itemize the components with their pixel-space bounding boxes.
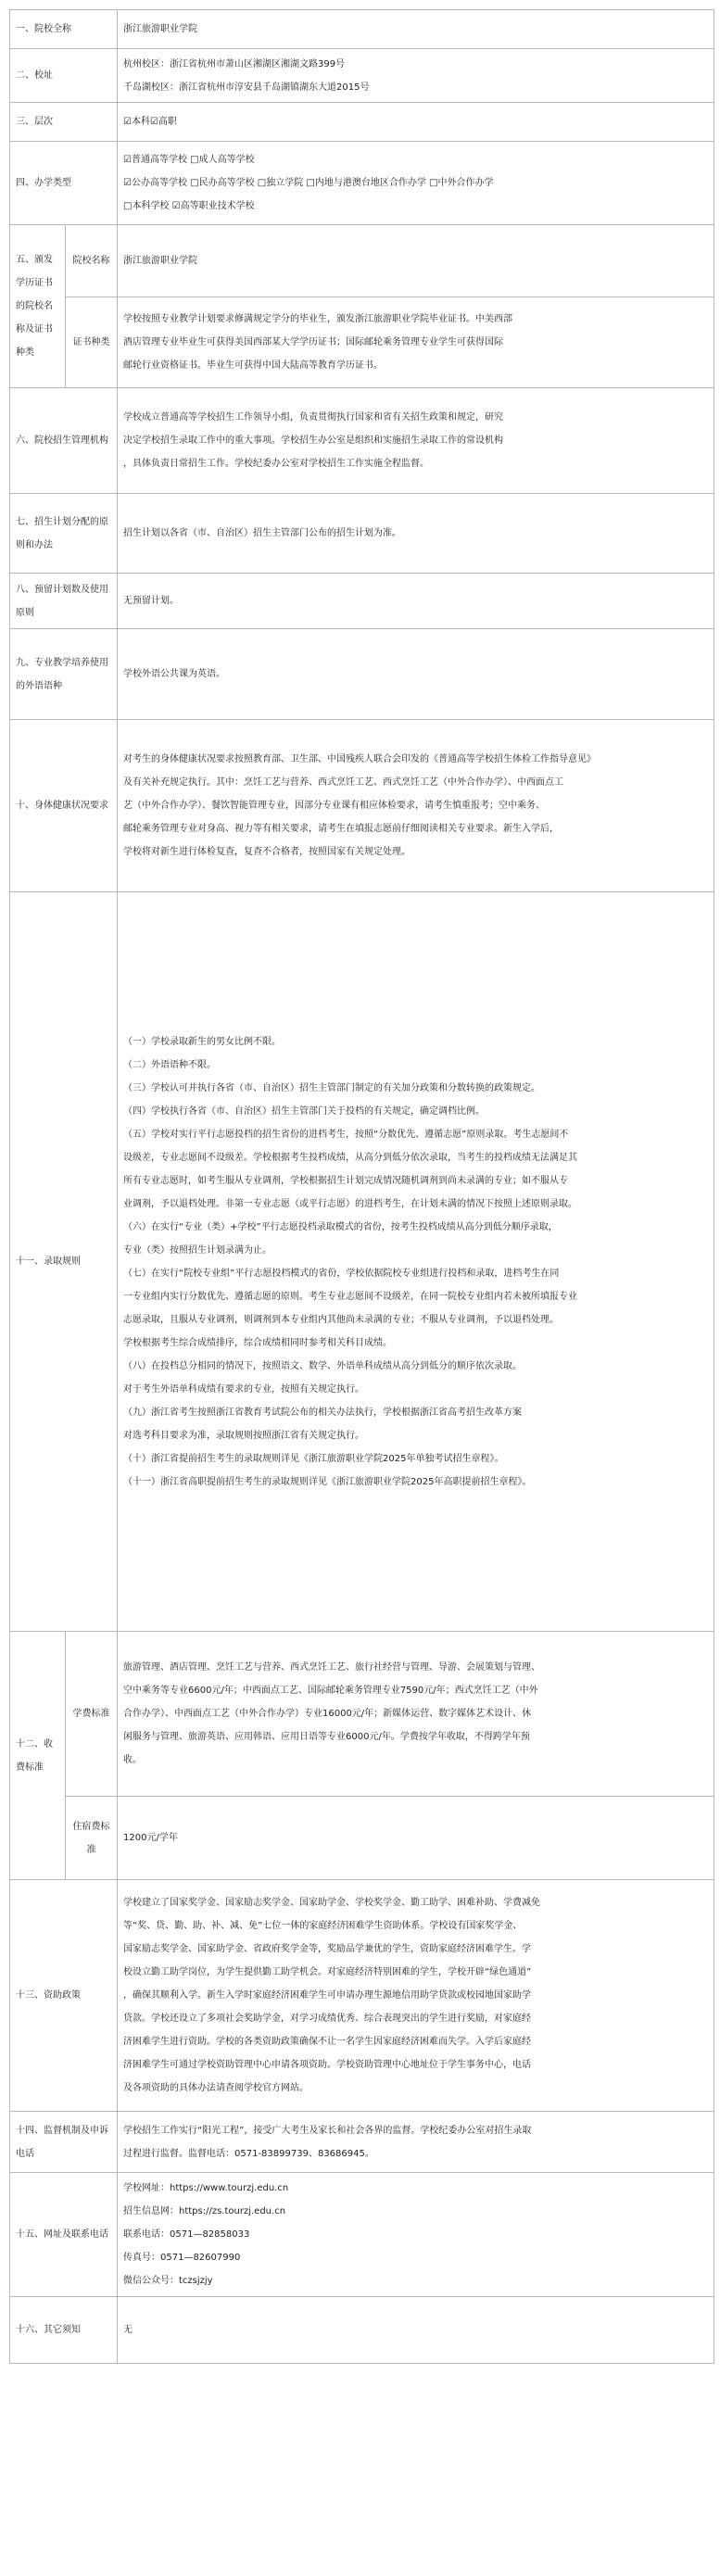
row-contact [10,2173,714,2297]
row-label: 八、预留计划数及使用原则 [10,574,118,629]
admission-website[interactable]: 招生信息网：https://zs.tourzj.edu.cn [123,2206,286,2216]
tuition-text: 旅游管理、酒店管理、烹饪工艺与营养、西式烹饪工艺、旅行社经营与管理、导游、会展策划与管理、 空中乘务等专业6600元/年；中西面点工艺、国际邮轮乘务管理专业7590元/年；西式烹饪工艺（中外 合作办学）、中西面点工艺（中外合作办学）专业16000元/年；新媒体运营、数字媒体艺术设计、休 闲服务与管理、旅游英语、应用韩语、应用日语等专业6000元/年。学费按学年收取，不得跨学年预 收。 [118,1632,714,1797]
rule-paragraph: （六）在实行“专业（类）+学校”平行志愿投档录取模式的省份，按考生投档成绩从高分到低分顺序录取， 专业（类）按照招生计划录满为止。 [123,1221,558,1256]
rule-paragraph: （二）外语语种不限。 [123,1059,216,1070]
supervision-text: 学校招生工作实行“阳光工程”，接受广大考生及家长和社会各界的监督。学校纪委办公室对招生录取 过程进行监督。监督电话：0571-83899739、83686945。 [118,2112,714,2173]
admission-org-text: 学校成立普通高等学校招生工作领导小组，负责贯彻执行国家和省有关招生政策和规定，研究 决定学校招生录取工作中的重大事项。学校招生办公室是组织和实施招生录取工作的常设机构 ，具体负责日常招生工作。学校纪委办公室对学校招生工作实施全程监督。 [118,388,714,494]
row-aid [10,1880,714,2112]
campus-addresses [118,49,714,103]
fax-number: 传真号：0571—82607990 [123,2253,241,2263]
row-label: 五、颁发学历证书的院校名称及证书种类 [10,225,66,388]
row-label: 十五、网址及联系电话 [10,2173,118,2297]
row-school-type [10,142,714,225]
row-label: 一、院校全称 [10,10,118,49]
row-plan-principle [10,494,714,574]
row-supervision [10,2112,714,2173]
rule-paragraph: （一）学校录取新生的男女比例不限。 [123,1036,281,1047]
row-label: 七、招生计划分配的原则和办法 [10,494,118,574]
row-label: 十六、其它须知 [10,2297,118,2364]
row-health [10,720,714,892]
rule-paragraph: （十一）浙江省高职提前招生考生的录取规则详见《浙江旅游职业学院2025年高职提前招生章程》。 [123,1476,532,1487]
contact-info [118,2173,714,2297]
row-label: 三、层次 [10,103,118,142]
reserved-plan-text: 无预留计划。 [118,574,714,629]
other-text: 无 [118,2297,714,2364]
sub-label: 学费标准 [66,1632,118,1797]
campus-address-line: 杭州校区：浙江省杭州市萧山区湘湖区湘湖文路399号 [123,58,346,69]
rule-paragraph: （七）在实行“院校专业组”平行志愿投档模式的省份，学校依据院校专业组进行投档和录取，进档考生在同 一专业组内实行分数优先、遵循志愿的原则。考生专业志愿间不设级差，在同一院校专业组内若未被所填报专业 志愿录取，且服从专业调剂，则调剂到本专业组内其他尚未录满的专业；不服从专业调剂，予以退档处理。 学校根据考生综合成绩排序，综合成绩相同时参考相关科目成绩。 [123,1268,577,1348]
row-campus [10,49,714,103]
rule-paragraph: （八）在投档总分相同的情况下，按照语文、数学、外语单科成绩从高分到低分的顺序依次录取。 对于考生外语单科成绩有要求的专业，按照有关规定执行。 [123,1360,522,1395]
row-label: 二、校址 [10,49,118,103]
row-fees-tuition [10,1632,714,1797]
row-admission-rules [10,892,714,1632]
row-label: 十、身体健康状况要求 [10,720,118,892]
aid-text: 学校建立了国家奖学金、国家励志奖学金、国家助学金、学校奖学金、勤工助学、困难补助、学费减免 等“奖、贷、勤、助、补、减、免”七位一体的家庭经济困难学生资助体系。学校设有国家奖学金、 国家励志奖学金、国家助学金、省政府奖学金等，奖励品学兼优的学生，资助家庭经济困难学生。学 校设立勤工助学岗位，为学生提供勤工助学机会。对家庭经济特别困难的学生，学校开辟“绿色通道” ，确保其顺利入学。新生入学时家庭经济困难学生可申请办理生源地信用助学贷款或校园地国家助学 贷款。学校还设立了多项社会奖助学金，对学习成绩优秀、综合表现突出的学生进行奖励，对家庭经 济困难学生进行资助。学校的各类资助政策确保不让一名学生因家庭经济困难而失学。入学后家庭经 济困难学生可通过学校资助管理中心申请各项资助。学校资助管理中心地址位于学生事务中心，电话 及各项资助的具体办法请查阅学校官方网站。 [118,1880,714,2112]
rule-paragraph: （四）学校执行各省（市、自治区）招生主管部门关于投档的有关规定，确定调档比例。 [123,1105,485,1117]
row-reserved-plan [10,574,714,629]
row-label: 四、办学类型 [10,142,118,225]
rule-paragraph: （五）学校对实行平行志愿投档的招生省份的进档考生，按照“分数优先、遵循志愿”原则录取。考生志愿间不 设级差，专业志愿间不设级差。学校根据考生投档成绩，从高分到低分依次录取，当考生的投档成绩无法满足其 所有专业志愿时，如考生服从专业调剂，学校根据招生计划完成情况随机调剂到尚未录满的专业；如不服从专 业调剂，予以退档处理。非第一专业志愿（或平行志愿）的进档考生，在计划未满的情况下按照上述原则录取。 [123,1129,577,1209]
school-type-line: □本科学校 ☑高等职业技术学校 [123,201,255,211]
row-admission-org [10,388,714,494]
row-label: 六、院校招生管理机构 [10,388,118,494]
admission-rules-text [118,892,714,1632]
row-label: 九、专业教学培养使用的外语语种 [10,629,118,720]
school-type-line: ☑普通高等学校 □成人高等学校 [123,155,255,165]
row-fees-housing [10,1797,714,1880]
row-label: 十二、收费标准 [10,1632,66,1880]
school-website[interactable]: 学校网址：https://www.tourzj.edu.cn [123,2183,289,2193]
certificate-type-text: 学校按照专业教学计划要求修满规定学分的毕业生，颁发浙江旅游职业学院毕业证书。中美西部 酒店管理专业毕业生可获得美国西部某大学学历证书；国际邮轮乘务管理专业学生可获得国际 邮轮行业资格证书。毕业生可获得中国大陆高等教育学历证书。 [118,297,714,388]
foreign-language-text: 学校外语公共课为英语。 [118,629,714,720]
rule-paragraph: （九）浙江省考生按照浙江省教育考试院公布的相关办法执行，学校根据浙江省高考招生改革方案 对选考科目要求为准，录取规则按照浙江省有关规定执行。 [123,1407,522,1441]
rule-paragraph: （十）浙江省提前招生考生的录取规则详见《浙江旅游职业学院2025年单独考试招生章程》。 [123,1453,504,1464]
school-type-line: ☑公办高等学校 □民办高等学校 □独立学院 □内地与港澳台地区合作办学 □中外合作办学 [123,178,494,188]
school-name-value: 浙江旅游职业学院 [118,10,714,49]
contact-phone: 联系电话：0571—82858033 [123,2229,250,2240]
level-value: ☑本科☑高职 [118,103,714,142]
row-label: 十三、资助政策 [10,1880,118,2112]
sub-label: 住宿费标准 [66,1797,118,1880]
housing-fee-value: 1200元/学年 [118,1797,714,1880]
sub-label: 证书种类 [66,297,118,388]
sub-label: 院校名称 [66,225,118,297]
row-foreign-language [10,629,714,720]
health-text: 对考生的身体健康状况要求按照教育部、卫生部、中国残疾人联合会印发的《普通高等学校招生体检工作指导意见》 及有关补充规定执行。其中：烹饪工艺与营养、西式烹饪工艺、西式烹饪工艺（中外合作办学）、中西面点工 艺（中外合作办学）、餐饮智能管理专业，因部分专业课有相应体检要求，请考生慎重报考；空中乘务、 邮轮乘务管理专业对身高、视力等有相关要求，请考生在填报志愿前仔细阅读相关专业要求。新生入学后， 学校将对新生进行体检复查，复查不合格者，按照国家有关规定处理。 [118,720,714,892]
row-label: 十一、录取规则 [10,892,118,1632]
admission-charter-table [9,9,714,2364]
school-type-options [118,142,714,225]
plan-principle-text: 招生计划以各省（市、自治区）招生主管部门公布的招生计划为准。 [118,494,714,574]
row-label: 十四、监督机制及申诉电话 [10,2112,118,2173]
row-other [10,2297,714,2364]
row-certificate-name [10,225,714,297]
campus-address-line: 千岛湖校区：浙江省杭州市淳安县千岛湖镇湖东大道2015号 [123,82,370,93]
wechat-account: 微信公众号：tczsjzjy [123,2276,213,2286]
certificate-school-name: 浙江旅游职业学院 [118,225,714,297]
rule-paragraph: （三）学校认可并执行各省（市、自治区）招生主管部门制定的有关加分政策和分数转换的政策规定。 [123,1082,540,1093]
row-level [10,103,714,142]
row-certificate-type [10,297,714,388]
row-school-name [10,10,714,49]
